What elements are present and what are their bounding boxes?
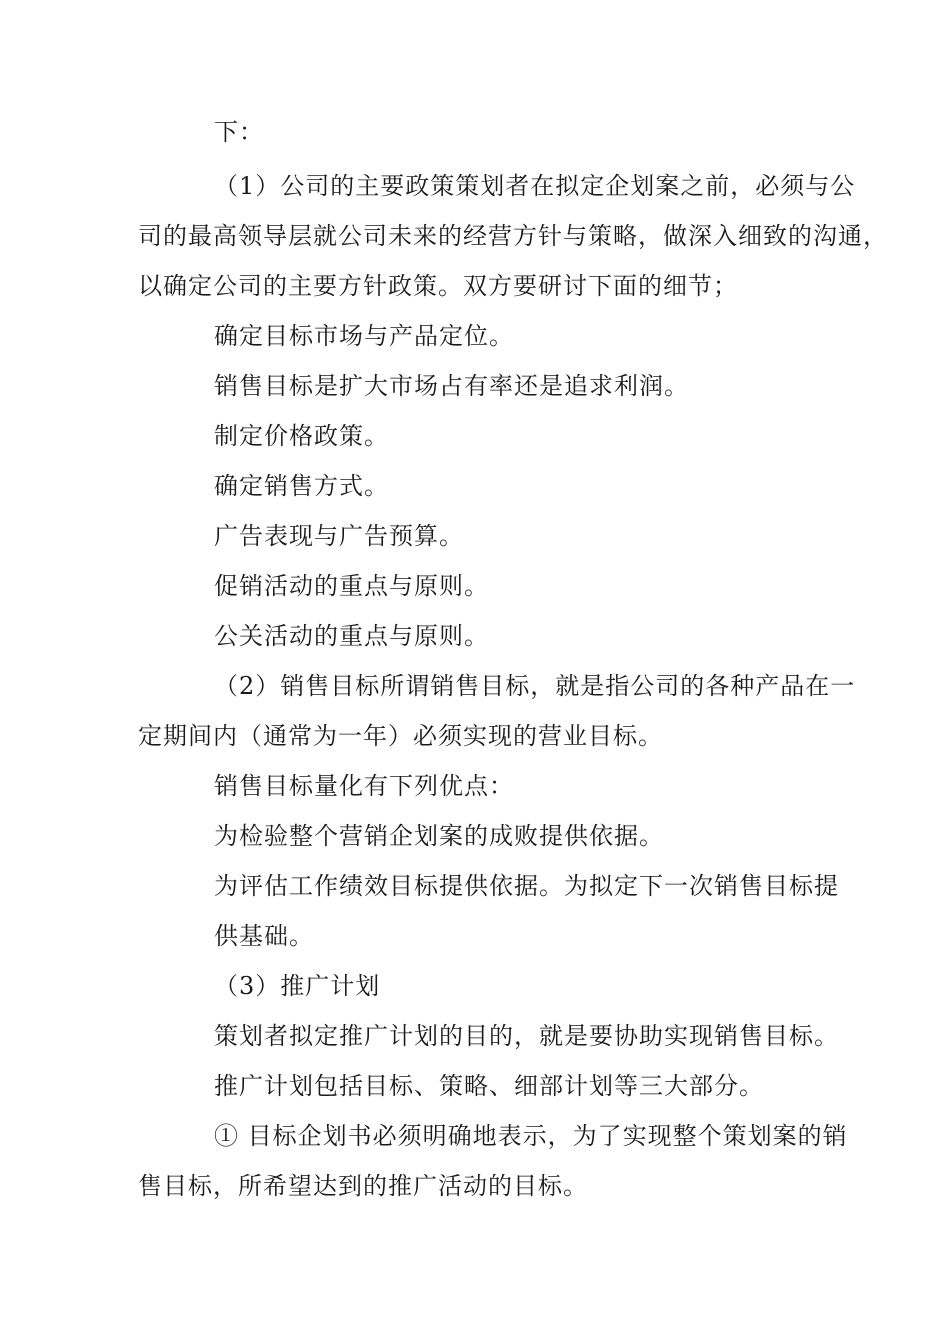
text-line: 以确定公司的主要方针政策。双方要研讨下面的细节； xyxy=(138,272,738,300)
text-line: （1）公司的主要政策策划者在拟定企划案之前，必须与公 xyxy=(214,172,856,200)
text-line: 确定销售方式。 xyxy=(214,472,389,500)
text-line: 司的最高领导层就公司未来的经营方针与策略，做深入细致的沟通， xyxy=(138,222,888,250)
text-line: 广告表现与广告预算。 xyxy=(214,522,464,550)
text-line: 策划者拟定推广计划的目的，就是要协助实现销售目标。 xyxy=(214,1022,839,1050)
text-line: 下： xyxy=(214,118,264,146)
text-line: （3）推广计划 xyxy=(214,972,381,1000)
text-line: ① 目标企划书必须明确地表示，为了实现整个策划案的销 xyxy=(214,1122,848,1150)
text-line: 促销活动的重点与原则。 xyxy=(214,572,489,600)
text-line: 供基础。 xyxy=(214,922,314,950)
text-line: 销售目标量化有下列优点： xyxy=(214,772,514,800)
text-line: 售目标，所希望达到的推广活动的目标。 xyxy=(138,1172,588,1200)
text-line: 公关活动的重点与原则。 xyxy=(214,622,489,650)
text-line: 为检验整个营销企划案的成败提供依据。 xyxy=(214,822,664,850)
text-line: （2）销售目标所谓销售目标，就是指公司的各种产品在一 xyxy=(214,672,856,700)
text-line: 制定价格政策。 xyxy=(214,422,389,450)
text-line: 为评估工作绩效目标提供依据。为拟定下一次销售目标提 xyxy=(214,872,839,900)
text-line: 推广计划包括目标、策略、细部计划等三大部分。 xyxy=(214,1072,764,1100)
text-line: 确定目标市场与产品定位。 xyxy=(214,322,514,350)
text-line: 销售目标是扩大市场占有率还是追求利润。 xyxy=(214,372,689,400)
text-line: 定期间内（通常为一年）必须实现的营业目标。 xyxy=(138,722,663,750)
